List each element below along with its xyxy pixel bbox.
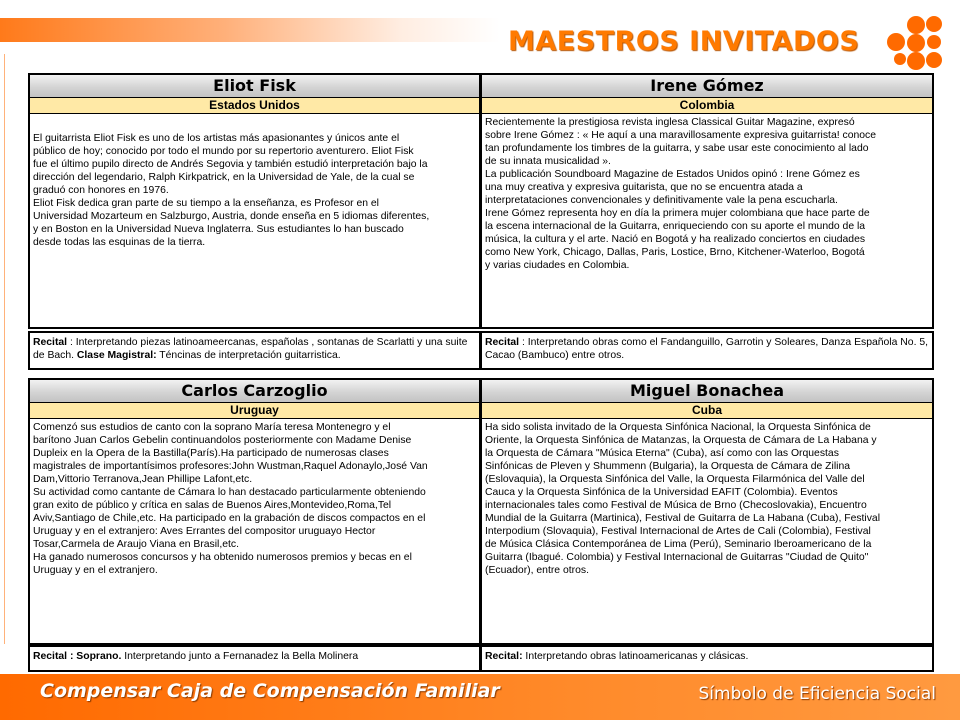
recital-box-miguel-bonachea: [480, 645, 934, 672]
bio-line: El guitarrista Eliot Fisk es uno de los artistas más apasionantes y únicos ante el: [33, 133, 400, 144]
recital-label: Recital : Soprano.: [33, 651, 122, 662]
bio-line: Dupleix en la Opera de la Bastilla(París).Ha participado de numerosas clases: [33, 448, 389, 459]
orange-dots-logo-icon: [882, 12, 944, 72]
artist-name: Carlos Carzoglio: [30, 380, 479, 403]
bio-line: barítono Juan Carlos Gebelin continuandolos posteriormente con Madame Denise: [33, 435, 412, 446]
recital-label: Recital: [485, 337, 520, 348]
recital-box-eliot-fisk: [28, 331, 481, 370]
recital-box-irene-gomez: [480, 331, 934, 370]
recital-label: Recital: [33, 337, 68, 348]
bio-line: una muy creativa y expresiva guitarista, que no se encuentra atada a: [485, 182, 803, 193]
bio-line: Uruguay y en el extranjero: Aves Errantes del compositor uruguayo Hector: [33, 526, 376, 537]
bio-line: tan profundamente los timbres de la guitarra, y sabe usar este conocimiento al lado: [485, 143, 869, 154]
artist-country: Estados Unidos: [30, 98, 479, 114]
bio-line: Cauca y la Orquesta Sinfónica de la Universidad EAFIT (Colombia). Eventos: [485, 487, 838, 498]
recital-text: : Interpretando obras como el Fandanguillo, Garrotin y Soleares, Danza Española No. 5, Cacao (Bambuco) entre otros.: [485, 337, 929, 361]
bio-line: Tosar,Carmela de Araujo Viana en Brasil,etc.: [33, 539, 239, 550]
page-title: MAESTROS INVITADOS: [508, 26, 860, 57]
clase-magistral-label: Clase Magistral:: [76, 350, 157, 361]
bio-line: Irene Gómez representa hoy en día la primera mujer colombiana que hace parte de: [485, 208, 870, 219]
recital-label: Recital:: [485, 651, 523, 662]
bio-line: La publicación Soundboard Magazine de Estados Unidos opinó : Irene Gómez es: [485, 169, 860, 180]
bio-line: música, la cultura y el arte. Nació en Bogotá y ha realizado conciertos en ciudades: [485, 234, 866, 245]
bio-line: (Ecuador), entre otros.: [485, 565, 589, 576]
artist-name: Miguel Bonachea: [482, 380, 932, 403]
bio-line: graduó con honores en 1976.: [33, 185, 169, 196]
artist-bio: [482, 420, 932, 578]
artist-card-carlos-carzoglio: [28, 378, 481, 645]
bio-line: de su innata musicalidad ».: [485, 156, 611, 167]
bio-line: (Eslovaquia), la Orquesta Sinfónica del Valle, la Orquesta Filarmónica del Valle del: [485, 474, 865, 485]
artist-card-irene-gomez: [480, 73, 934, 329]
bio-line: de Música Clásica Contemporánea de Lima (Perú), Seminario Iberoamericano de la: [485, 539, 872, 550]
bio-line: y en Boston en la Universidad Nueva Inglaterra. Sus estudiantes lo han buscado: [33, 224, 404, 235]
bio-line: Ha sido solista invitado de la Orquesta Sinfónica Nacional, la Orquesta Sinfónica de: [485, 422, 871, 433]
bio-line: la escena internacional de la Guitarra, enriqueciendo con su aporte el mundo de la: [485, 221, 866, 232]
bio-line: Su actividad como cantante de Cámara lo han destacado particularmente obteniendo: [33, 487, 426, 498]
bio-line: Interpodium (Slovaquia), Festival Internacional de Artes de Cali (Colombia), Festival: [485, 526, 871, 537]
bio-line: Mundial de la Guitarra (Martinica), Festival de Guitarra de La Habana (Cuba), Festival: [485, 513, 881, 524]
header-orange-band: [0, 18, 500, 42]
recital-text: Interpretando junto a Fernanadez la Bella Molinera: [121, 651, 359, 662]
recital-text: Interpretando obras latinoamericanas y clásicas.: [522, 651, 749, 662]
bio-line: gran exito de público y crítica en salas de Buenos Aires,Montevideo,Roma,Tel: [33, 500, 392, 511]
bio-line: Comenzó sus estudios de canto con la soprano María teresa Montenegro y el: [33, 422, 391, 433]
artist-card-eliot-fisk: [28, 73, 481, 329]
bio-line: y varias ciudades en Colombia.: [485, 260, 630, 271]
bio-line: Aviv,Santiago de Chile,etc. Ha participado en la grabación de discos compactos en el: [33, 513, 426, 524]
bio-line: público de hoy; conocido por todo el mundo por su repertorio aventurero. Eliot Fisk: [33, 146, 414, 157]
bio-line: fue el último pupilo directo de Andrés Segovia y también estudió interpretación bajo la: [33, 159, 428, 170]
artist-bio: [30, 420, 479, 578]
bio-line: como New York, Chicago, Dallas, Paris, Lostice, Brno, Kitchener-Waterloo, Bogotá: [485, 247, 865, 258]
bio-line: magistrales de importantísimos profesores:John Wustman,Raquel Adonaylo,José Van: [33, 461, 428, 472]
bio-line: sobre Irene Gómez : « He aquí a una maravillosamente expresiva guitarrista! conoce: [485, 130, 877, 141]
artist-card-miguel-bonachea: [480, 378, 934, 645]
artist-bio: [30, 131, 479, 250]
footer-company-name: Compensar Caja de Compensación Familiar: [40, 680, 500, 702]
bio-line: interpretataciones convencionales y definitivamente vale la pena escucharla.: [485, 195, 838, 206]
bio-line: desde todas las esquinas de la tierra.: [33, 237, 206, 248]
recital-text: : Interpretando piezas latinoameercanas, españolas , sontanas de Scarlatti y una suite de Bach.: [33, 337, 468, 361]
bio-line: Guitarra (Ibagué. Colombia) y Festival Internacional de Guitarras "Ciudad de Quito": [485, 552, 869, 563]
bio-line: la Orquesta de Cámara "Música Eterna" (Cuba), así como con las Orquestas: [485, 448, 839, 459]
bio-line: Eliot Fisk dedica gran parte de su tiempo a la enseñanza, es Profesor en el: [33, 198, 379, 209]
bio-line: Recientemente la prestigiosa revista inglesa Classical Guitar Magazine, expresó: [485, 117, 855, 128]
artist-bio: [482, 115, 932, 273]
bio-line: Sinfónicas de Pleven y Shummenn (Bulgaria), la Orquesta de Cámara de Zilina: [485, 461, 851, 472]
bio-line: Universidad Mozarteum en Salzburgo, Austria, donde enseña en 5 idiomas diferentes,: [33, 211, 430, 222]
artist-country: Uruguay: [30, 403, 479, 419]
artist-name: Eliot Fisk: [30, 75, 479, 98]
clase-magistral-text: Téncinas de interpretación guitarristica.: [156, 350, 341, 361]
artist-country: Colombia: [482, 98, 932, 114]
left-accent-line: [4, 54, 5, 644]
bio-line: dirección del legendario, Ralph Kirkpatrick, en la Universidad de Yale, de la cual se: [33, 172, 415, 183]
recital-box-carlos-carzoglio: [28, 645, 481, 672]
footer-slogan: Símbolo de Eficiencia Social: [698, 684, 936, 704]
artist-name: Irene Gómez: [482, 75, 932, 98]
bio-line: Ha ganado numerosos concursos y ha obtenido numerosos premios y becas en el: [33, 552, 412, 563]
bio-line: Oriente, la Orquesta Sinfónica de Matanzas, la Orquesta de Cámara de La Habana y: [485, 435, 877, 446]
bio-line: Uruguay y en el extranjero.: [33, 565, 158, 576]
bio-line: internacionales tales como Festival de Música de Brno (Checoslovakia), Encuentro: [485, 500, 867, 511]
artist-country: Cuba: [482, 403, 932, 419]
bio-line: Dam,Vittorio Terranova,Jean Phillipe Lafont,etc.: [33, 474, 253, 485]
